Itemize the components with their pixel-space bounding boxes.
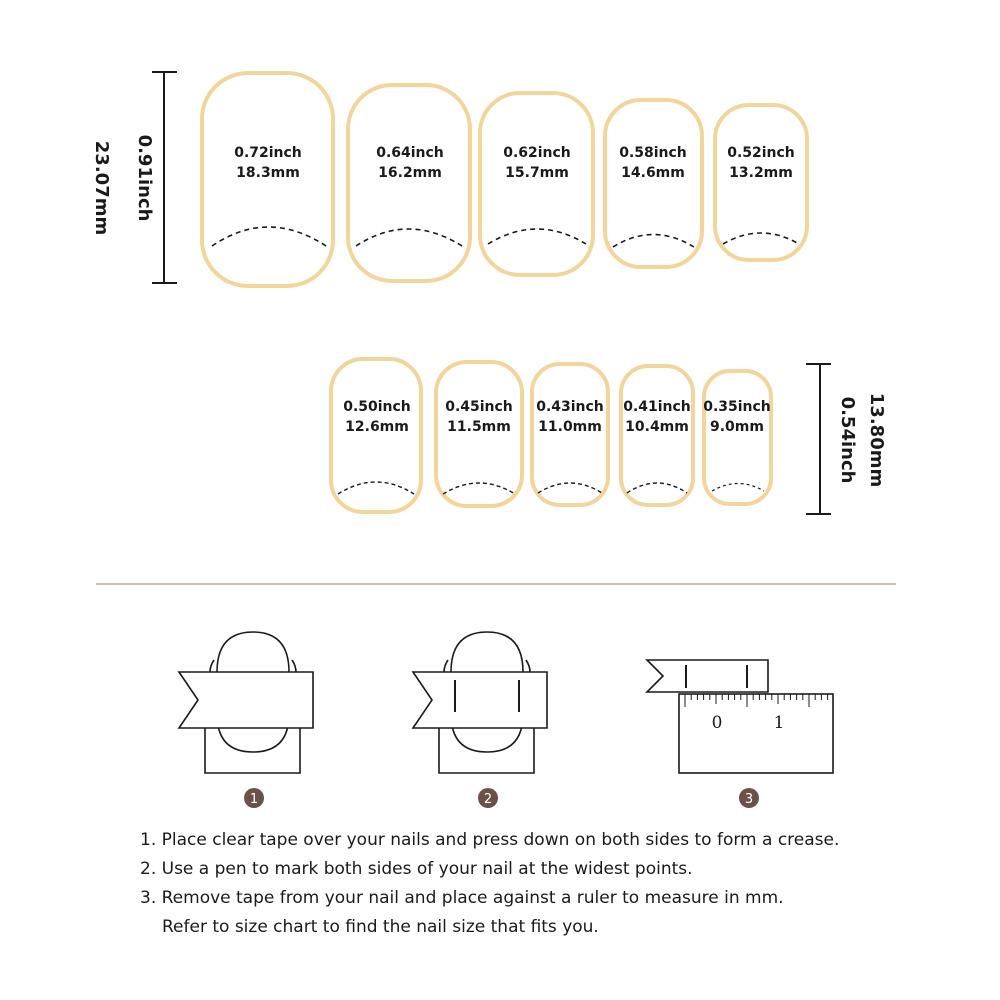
nail-1-width-mm: 18.3mm: [236, 165, 300, 181]
small-row-height-mm: 13.80mm: [866, 392, 887, 488]
nail-1-width-inch: 0.72inch: [234, 145, 302, 161]
nail-4: [605, 100, 702, 267]
instruction-2: 2. Use a pen to mark both sides of your nail at the widest points.: [140, 859, 693, 879]
nail-6: [331, 359, 421, 512]
small-nail-row: [331, 359, 887, 514]
nail-8-width-mm: 11.0mm: [538, 419, 602, 435]
nail-2-width-inch: 0.64inch: [376, 145, 444, 161]
ruler-label-0: 0: [711, 713, 723, 733]
nail-5-width-mm: 13.2mm: [729, 165, 793, 181]
nail-2-width-mm: 16.2mm: [378, 165, 442, 181]
instruction-3: 3. Remove tape from your nail and place against a ruler to measure in mm.: [140, 888, 784, 908]
nail-7-width-mm: 11.5mm: [447, 419, 511, 435]
nail-5-width-inch: 0.52inch: [727, 145, 795, 161]
nail-5: [715, 105, 807, 260]
small-row-height-bar: [806, 364, 831, 514]
nail-9-width-inch: 0.41inch: [623, 399, 691, 415]
nail-3: [480, 93, 593, 275]
nail-3-width-mm: 15.7mm: [505, 165, 569, 181]
nail-8-width-inch: 0.43inch: [536, 399, 604, 415]
instructions-list: [140, 826, 960, 942]
nail-3-width-inch: 0.62inch: [503, 145, 571, 161]
nail-4-width-mm: 14.6mm: [621, 165, 685, 181]
nail-8: [532, 364, 608, 505]
nail-7: [436, 362, 522, 506]
nail-9: [621, 366, 693, 505]
step-2-illustration: [413, 632, 547, 773]
step-1-badge: [244, 788, 264, 808]
nail-7-width-inch: 0.45inch: [445, 399, 513, 415]
nail-6-width-mm: 12.6mm: [345, 419, 409, 435]
ruler-label-1: 1: [773, 713, 785, 733]
step-1-illustration: [179, 632, 313, 773]
step-3-badge: [739, 788, 759, 808]
nail-10: [703, 371, 771, 504]
nail-4-width-inch: 0.58inch: [619, 145, 687, 161]
ruler: [679, 694, 833, 773]
large-nail-row: [91, 72, 807, 286]
small-row-height-inch: 0.54inch: [837, 396, 858, 484]
nail-1: [202, 73, 333, 286]
nail-2: [348, 85, 470, 281]
nail-10-width-inch: 0.35inch: [703, 399, 771, 415]
large-row-height-mm: 23.07mm: [91, 140, 112, 236]
step-3-illustration: [647, 660, 833, 773]
nail-6-width-inch: 0.50inch: [343, 399, 411, 415]
nail-9-width-mm: 10.4mm: [625, 419, 689, 435]
step-2-badge: [478, 788, 498, 808]
instruction-3-continued: Refer to size chart to find the nail size that fits you.: [162, 917, 599, 937]
step-2-number: 2: [483, 792, 493, 807]
tape-strip: [647, 660, 768, 692]
large-row-height-inch: 0.91inch: [134, 134, 155, 222]
instruction-1: 1. Place clear tape over your nails and press down on both sides to form a crease.: [140, 830, 840, 850]
step-1-number: 1: [249, 792, 259, 807]
nail-10-width-mm: 9.0mm: [710, 419, 764, 435]
step-3-number: 3: [744, 792, 754, 807]
